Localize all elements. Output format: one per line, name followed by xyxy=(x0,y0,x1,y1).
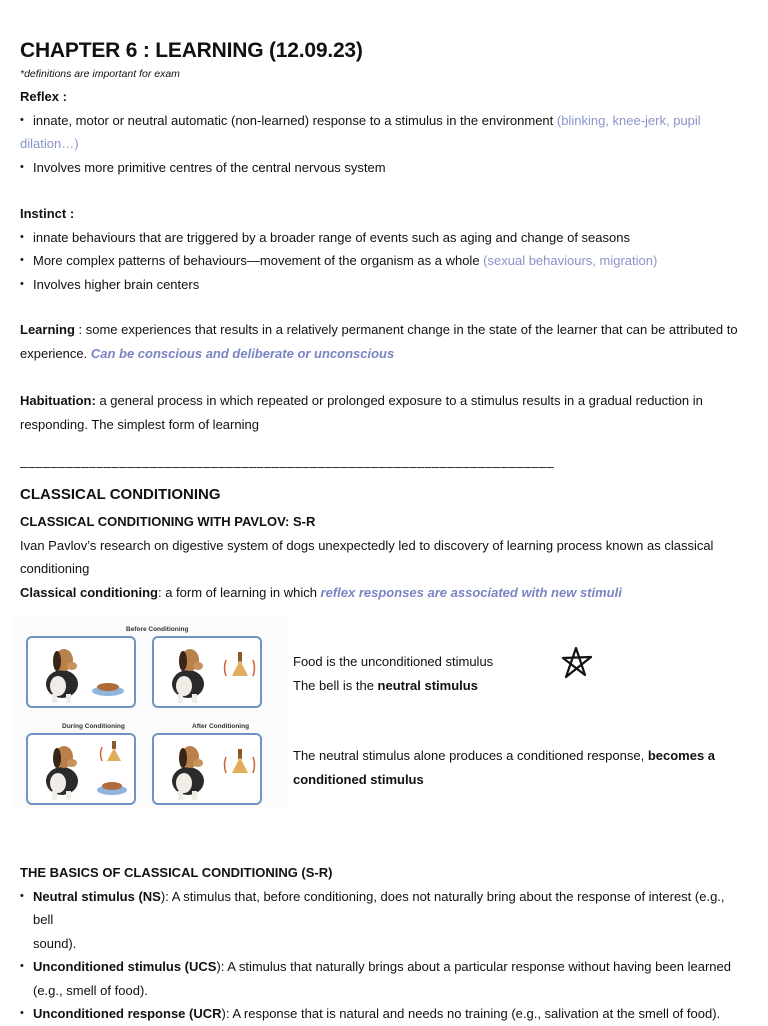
reflex-examples-cont: dilation…) xyxy=(20,136,79,151)
classical-section xyxy=(20,510,748,604)
panel-before-food xyxy=(26,636,136,708)
section-divider: –––––––––––––––––––––––––––––––––––––––––––––––––––––––––––––––––––––– xyxy=(20,459,555,474)
side-note-2 xyxy=(293,674,478,698)
reflex-bullet-1-text: innate, motor or neutral automatic (non-learned) response to a stimulus in the environment xyxy=(33,112,557,128)
basics-item-ns xyxy=(20,885,748,932)
dog-salivating-to-bell-icon xyxy=(154,735,260,803)
basics-ns-term: Neutral stimulus (NS xyxy=(33,888,161,904)
page-title: CHAPTER 6 : LEARNING (12.09.23) xyxy=(20,39,363,62)
instinct-bullet-1: • innate behaviours that are triggered by a broader range of events such as aging and change of seasons xyxy=(20,226,748,250)
habituation-line-1 xyxy=(20,389,748,413)
classical-def-text: : a form of learning in which xyxy=(157,584,321,600)
learning-line-1 xyxy=(20,318,748,342)
instinct-section xyxy=(20,202,748,296)
classical-definition xyxy=(20,581,748,605)
label-during-conditioning: During Conditioning xyxy=(62,723,125,730)
side-note-2-text: The bell is the xyxy=(293,678,378,693)
instinct-bullet-3: • Involves higher brain centers xyxy=(20,273,748,297)
pavlov-line-2: conditioning xyxy=(20,561,90,576)
side-note-3-cont: conditioned stimulus xyxy=(293,772,424,787)
reflex-examples: (blinking, knee-jerk, pupil xyxy=(556,112,701,128)
dog-with-bell-icon xyxy=(154,638,260,706)
pavlov-figure xyxy=(12,616,288,808)
basics-ns-cont: sound). xyxy=(33,935,77,951)
basics-ucs-term: Unconditioned stimulus (UCS xyxy=(33,959,217,974)
classical-heading-wrap xyxy=(20,483,748,507)
pavlov-subheading: CLASSICAL CONDITIONING WITH PAVLOV: S-R xyxy=(20,514,316,529)
reflex-bullet-2: • Involves more primitive centres of the central nervous system xyxy=(20,156,748,180)
basics-heading: THE BASICS OF CLASSICAL CONDITIONING (S-R) xyxy=(20,865,333,880)
side-note-2-bold: neutral stimulus xyxy=(377,678,478,693)
basics-ucr-term: Unconditioned response (UCR xyxy=(33,1006,222,1021)
instinct-bullet-2 xyxy=(20,249,748,273)
basics-ucs-text: ): A stimulus that naturally brings about a particular response without having been learned xyxy=(216,959,731,974)
basics-ns-text: ): A stimulus that, before conditioning, does not naturally bring about the response of interest (e.g., bell xyxy=(33,888,725,927)
instinct-examples: (sexual behaviours, migration) xyxy=(483,253,658,268)
learning-text: : some experiences that results in a relatively permanent change in the state of the learner that can be attributed to xyxy=(74,322,738,337)
habituation-definition xyxy=(20,389,748,436)
panel-during xyxy=(26,733,136,805)
reflex-bullet-1 xyxy=(20,109,748,133)
side-note-3-text: The neutral stimulus alone produces a conditioned response, xyxy=(293,748,648,763)
basics-item-ucs xyxy=(20,955,748,979)
habituation-line-2: responding. The simplest form of learning xyxy=(20,416,259,432)
exam-note: *definitions are important for exam xyxy=(20,68,180,80)
label-after-conditioning: After Conditioning xyxy=(192,723,250,730)
classical-heading: CLASSICAL CONDITIONING xyxy=(20,486,221,503)
basics-ucs-cont: (e.g., smell of food). xyxy=(33,982,148,998)
learning-text-2: experience. xyxy=(20,345,91,361)
side-note-3 xyxy=(293,744,743,768)
reflex-section xyxy=(20,85,748,179)
panel-before-bell xyxy=(152,636,262,708)
habituation-term: Habituation: xyxy=(20,393,96,408)
habituation-text: a general process in which repeated or prolonged exposure to a stimulus results in a gradual reduction in xyxy=(95,393,703,408)
label-before-conditioning: Before Conditioning xyxy=(126,626,189,633)
learning-definition xyxy=(20,318,748,365)
basics-ucr-text: ): A response that is natural and needs no training (e.g., salivation at the smell of food). xyxy=(221,1006,721,1021)
dog-with-bell-and-food-icon xyxy=(28,735,134,803)
handwritten-star-icon xyxy=(560,644,594,680)
side-note-1: Food is the unconditioned stimulus xyxy=(293,654,494,669)
classical-def-emphasis: reflex responses are associated with new stimuli xyxy=(320,584,622,600)
pavlov-line-1: Ivan Pavlov’s research on digestive system of dogs unexpectedly led to discovery of learning process known as classical xyxy=(20,537,714,553)
basics-item-ucr xyxy=(20,1002,748,1026)
reflex-heading: Reflex : xyxy=(20,89,67,104)
dog-with-food-icon xyxy=(28,638,134,706)
basics-section xyxy=(20,861,748,1026)
panel-after xyxy=(152,733,262,805)
learning-emphasis: Can be conscious and deliberate or unconscious xyxy=(90,345,395,361)
learning-line-2 xyxy=(20,342,748,366)
classical-term: Classical conditioning xyxy=(20,584,158,600)
instinct-bullet-2-text: More complex patterns of behaviours—movement of the organism as a whole xyxy=(33,253,484,268)
learning-term: Learning xyxy=(20,322,75,337)
instinct-heading: Instinct : xyxy=(20,206,75,221)
side-note-3-bold: becomes a xyxy=(647,748,716,763)
